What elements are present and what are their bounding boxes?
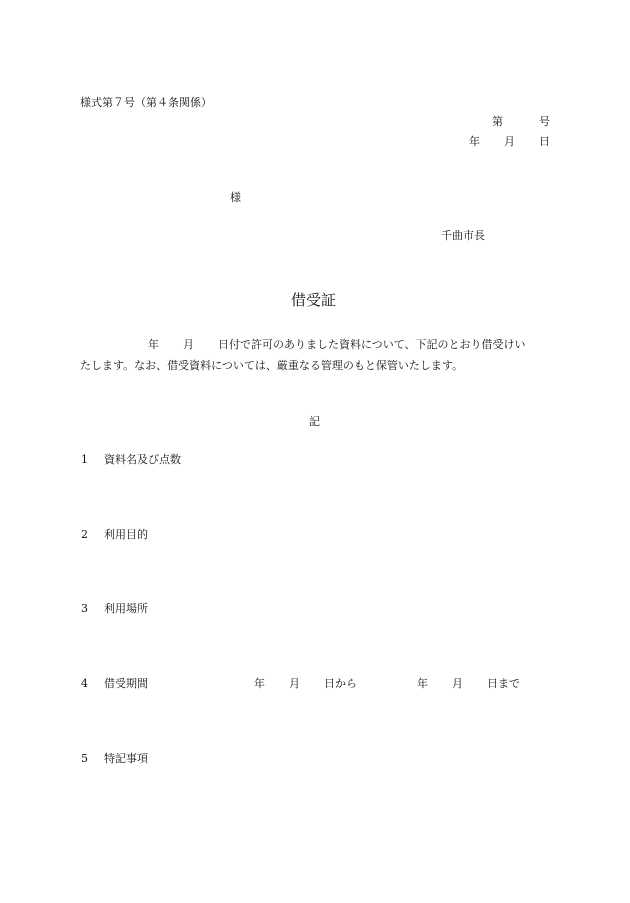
item-2 [81,529,148,540]
body-date-month: 月 [183,338,194,351]
body-date-year: 年 [148,338,159,351]
ki-label: 記 [309,415,320,428]
period-to-day: 日まで [487,677,520,690]
period-to-year: 年 [417,677,428,690]
item-number: 4 [81,677,88,690]
body-line-2: たします。なお、借受資料については、厳重なる管理のもと保管いたします。 [80,359,464,372]
number-prefix: 第 [492,115,503,128]
period-from-day: 日から [324,677,357,690]
period-from-month: 月 [289,677,300,690]
item-number: 5 [81,752,88,765]
item-5 [81,753,148,764]
period-from [254,678,357,689]
period-to [417,678,520,689]
issue-date-year: 年 [469,135,480,148]
body-line-1 [148,334,526,355]
document-number [492,116,550,127]
sender-name: 千曲市長 [441,229,485,242]
item-4 [81,678,148,689]
period-to-month: 月 [452,677,463,690]
body-date-text: 日付で許可のありました資料について、下記のとおり借受けい [218,338,526,351]
item-label: 利用目的 [104,528,148,541]
item-label: 利用場所 [104,602,148,615]
item-number: 1 [81,453,88,466]
item-3 [81,603,148,614]
issue-date-month: 月 [504,135,515,148]
item-number: 2 [81,528,88,541]
number-suffix: 号 [539,115,550,128]
item-label: 借受期間 [104,677,148,690]
form-label: 様式第７号（第４条関係） [80,96,212,109]
issue-date-day: 日 [539,135,550,148]
document-title: 借受証 [291,291,337,309]
item-label: 資料名及び点数 [104,453,181,466]
item-label: 特記事項 [104,752,148,765]
item-number: 3 [81,602,88,615]
recipient-honorific: 様 [230,191,241,204]
item-1 [81,454,181,465]
period-from-year: 年 [254,677,265,690]
issue-date [469,136,550,147]
